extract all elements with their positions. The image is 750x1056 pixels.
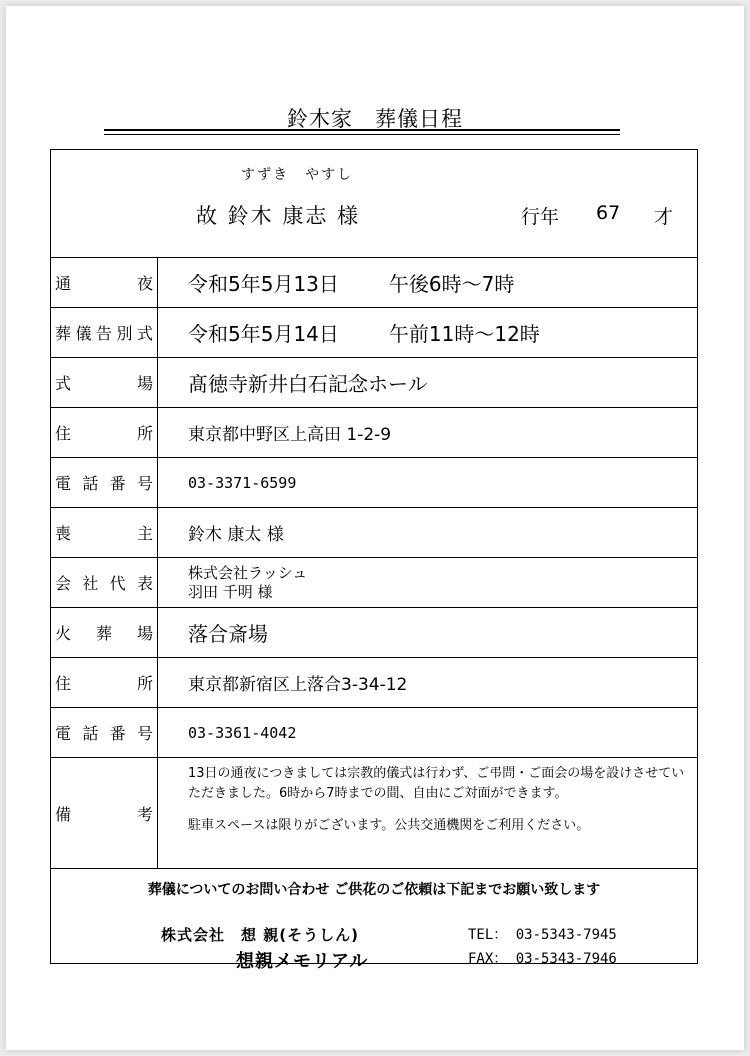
- venue-phone-row: [51, 458, 697, 508]
- venue-label: 式 場: [51, 358, 158, 407]
- crematorium-phone-label: 電 話 番 号: [51, 708, 158, 757]
- tel-number: TEL： 03-5343-7945: [468, 927, 617, 943]
- remarks-row: [51, 758, 697, 869]
- crematorium-row: [51, 608, 697, 658]
- kokubetsu-row: [51, 308, 697, 358]
- kokubetsu-time: 午前11時～12時: [388, 322, 540, 346]
- deceased-furigana: すずき やすし: [241, 167, 354, 183]
- venue-address-value: 東京都中野区上高田 1-2-9: [188, 425, 392, 445]
- remarks-value: [158, 758, 697, 868]
- tsuya-label: 通 夜: [51, 258, 158, 307]
- tsuya-row: [51, 258, 697, 308]
- remarks-paragraph-1: 13日の通夜につきましては宗教的儀式は行わず、ご弔問・ご面会の場を設けさせていただきました。6時から7時までの間、自由にご対面ができます。: [188, 766, 685, 801]
- document-page: [6, 6, 744, 1050]
- crematorium-address-value: 東京都新宿区上落合3-34-12: [188, 675, 408, 695]
- tsuya-time: 午後6時～7時: [388, 272, 515, 296]
- age-unit: 才: [654, 206, 674, 228]
- schedule-table: [50, 149, 698, 972]
- company-rep-value: [158, 558, 697, 607]
- deceased-row: [51, 150, 697, 258]
- age-value: 67: [596, 202, 621, 224]
- venue-address-label: 住 所: [51, 408, 158, 457]
- company-name: 株式会社 想 親(そうしん): [161, 926, 359, 944]
- title-rule-thin: [104, 134, 620, 135]
- deceased-name: 故 鈴木 康志 様: [196, 204, 361, 228]
- kokubetsu-value: [158, 308, 697, 357]
- chief-mourner-label: 喪 主: [51, 508, 158, 557]
- tsuya-date: 令和5年5月13日: [188, 272, 339, 296]
- tsuya-value: [158, 258, 697, 307]
- remarks-paragraph-2: 駐車スペースは限りがございます。公共交通機関をご利用ください。: [188, 818, 590, 833]
- kokubetsu-label: 葬 儀 告 別 式: [51, 308, 158, 357]
- company-rep-company: 株式会社ラッシュ: [188, 563, 308, 582]
- crematorium-phone-value: 03-3361-4042: [188, 723, 297, 742]
- remarks-label: 備 考: [51, 758, 158, 868]
- company-rep-row: [51, 558, 697, 608]
- age-label: 行年: [521, 206, 560, 228]
- contact-footer: [51, 869, 697, 972]
- company-rep-label: 会 社 代 表: [51, 558, 158, 607]
- venue-address-row: [51, 408, 697, 458]
- page-title: 鈴木家 葬儀日程: [287, 107, 463, 131]
- venue-phone-value: 03-3371-6599: [188, 473, 297, 492]
- venue-row: [51, 358, 697, 408]
- crematorium-address-row: [51, 658, 697, 708]
- crematorium-value: 落合斎場: [188, 622, 268, 646]
- chief-mourner-row: [51, 508, 697, 558]
- chief-mourner-value: 鈴木 康太 様: [188, 525, 284, 545]
- venue-phone-label: 電 話 番 号: [51, 458, 158, 507]
- crematorium-address-label: 住 所: [51, 658, 158, 707]
- kokubetsu-date: 令和5年5月14日: [188, 322, 339, 346]
- crematorium-phone-row: [51, 708, 697, 758]
- title-rule-thick: [104, 129, 620, 131]
- inquiry-text: 葬儀についてのお問い合わせ ご供花のご依頼は下記までお願い致します: [147, 882, 601, 898]
- memorial-name: 想親メモリアル: [236, 951, 369, 972]
- crematorium-label: 火 葬 場: [51, 608, 158, 657]
- fax-number: FAX： 03-5343-7946: [468, 951, 617, 967]
- venue-value: 髙徳寺新井白石記念ホール: [188, 372, 428, 396]
- company-rep-person: 羽田 千明 様: [188, 582, 273, 601]
